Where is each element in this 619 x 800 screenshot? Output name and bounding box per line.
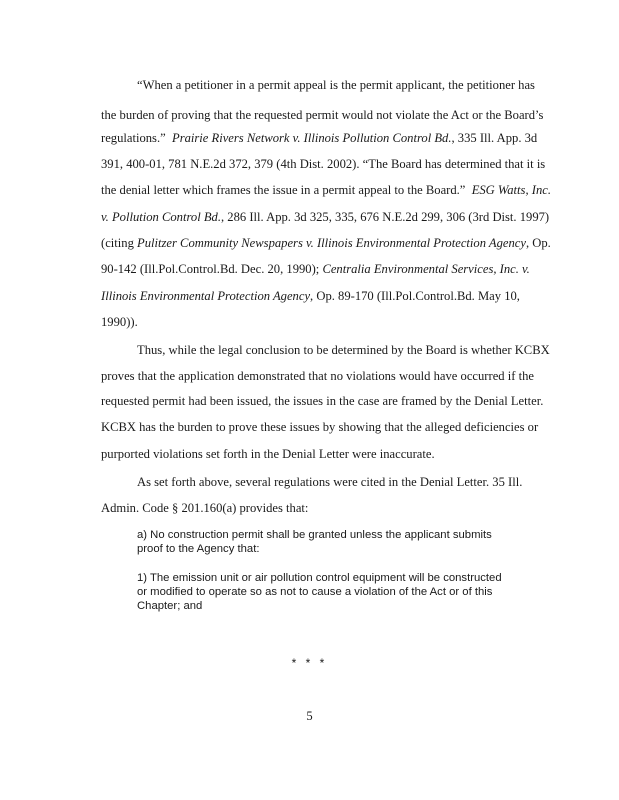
quote-b-line-1: 1) The emission unit or air pollution control equipment will be constructed	[137, 572, 502, 584]
paragraph-1-line-1: “When a petitioner in a permit appeal is the permit applicant, the petitioner has	[137, 78, 535, 92]
paragraph-2-line-5: purported violations set forth in the Denial Letter were inaccurate.	[101, 447, 435, 461]
paragraph-2-line-1: Thus, while the legal conclusion to be determined by the Board is whether KCBX	[137, 343, 550, 357]
paragraph-2-line-2: proves that the application demonstrated that no violations would have occurred if the	[101, 369, 534, 383]
quote-a-line-2: proof to the Agency that:	[137, 543, 260, 555]
quote-b-line-2: or modified to operate so as not to cause a violation of the Act or of this	[137, 586, 493, 598]
text-run: 90-142 (Ill.Pol.Control.Bd. Dec. 20, 1990);	[101, 262, 320, 276]
paragraph-1-line-4: 391, 400-01, 781 N.E.2d 372, 379 (4th Dist. 2002). “The Board has determined that it is	[101, 157, 546, 171]
text-run: , Op.	[525, 236, 551, 250]
paragraph-1-line-3	[101, 131, 537, 146]
paragraph-2-line-4: KCBX has the burden to prove these issues by showing that the alleged deficiencies or	[101, 420, 539, 434]
text-run: (citing	[101, 236, 134, 250]
case-citation: Prairie Rivers Network v. Illinois Pollution Control Bd.	[172, 131, 452, 145]
paragraph-1-line-8	[101, 262, 530, 277]
text-run: , 286 Ill. App. 3d 325, 335, 676 N.E.2d 299, 306 (3rd Dist. 1997)	[220, 210, 550, 224]
case-citation: Pulitzer Community Newspapers v. Illinois Environmental Protection Agency	[137, 236, 526, 250]
paragraph-3-line-1: As set forth above, several regulations were cited in the Denial Letter. 35 Ill.	[137, 475, 523, 489]
case-citation: v. Pollution Control Bd.	[101, 210, 221, 224]
paragraph-1-line-9	[101, 289, 520, 304]
paragraph-1-line-5	[101, 183, 551, 198]
text-run: , Op. 89-170 (Ill.Pol.Control.Bd. May 10,	[310, 289, 520, 303]
paragraph-1-line-6	[101, 210, 549, 225]
page-number: 5	[306, 709, 313, 723]
paragraph-2-line-3: requested permit had been issued, the issues in the case are framed by the Denial Letter.	[101, 394, 544, 408]
paragraph-3-line-2: Admin. Code § 201.160(a) provides that:	[101, 501, 309, 515]
case-citation: ESG Watts, Inc.	[471, 183, 551, 197]
quote-a-line-1: a) No construction permit shall be granted unless the applicant submits	[137, 529, 492, 541]
text-run: , 335 Ill. App. 3d	[451, 131, 538, 145]
case-citation: Centralia Environmental Services, Inc. v.	[322, 262, 530, 276]
case-citation: Illinois Environmental Protection Agency	[101, 289, 311, 303]
paragraph-1-line-2: the burden of proving that the requested permit would not violate the Act or the Board’s	[101, 108, 544, 122]
paragraph-1-line-7	[101, 236, 551, 251]
quote-b-line-3: Chapter; and	[137, 600, 203, 612]
text-run: regulations.”	[101, 131, 166, 145]
text-run: the denial letter which frames the issue in a permit appeal to the Board.”	[101, 183, 466, 197]
ellipsis-asterisks: * * *	[291, 656, 328, 670]
paragraph-1-line-10: 1990)).	[101, 315, 138, 329]
